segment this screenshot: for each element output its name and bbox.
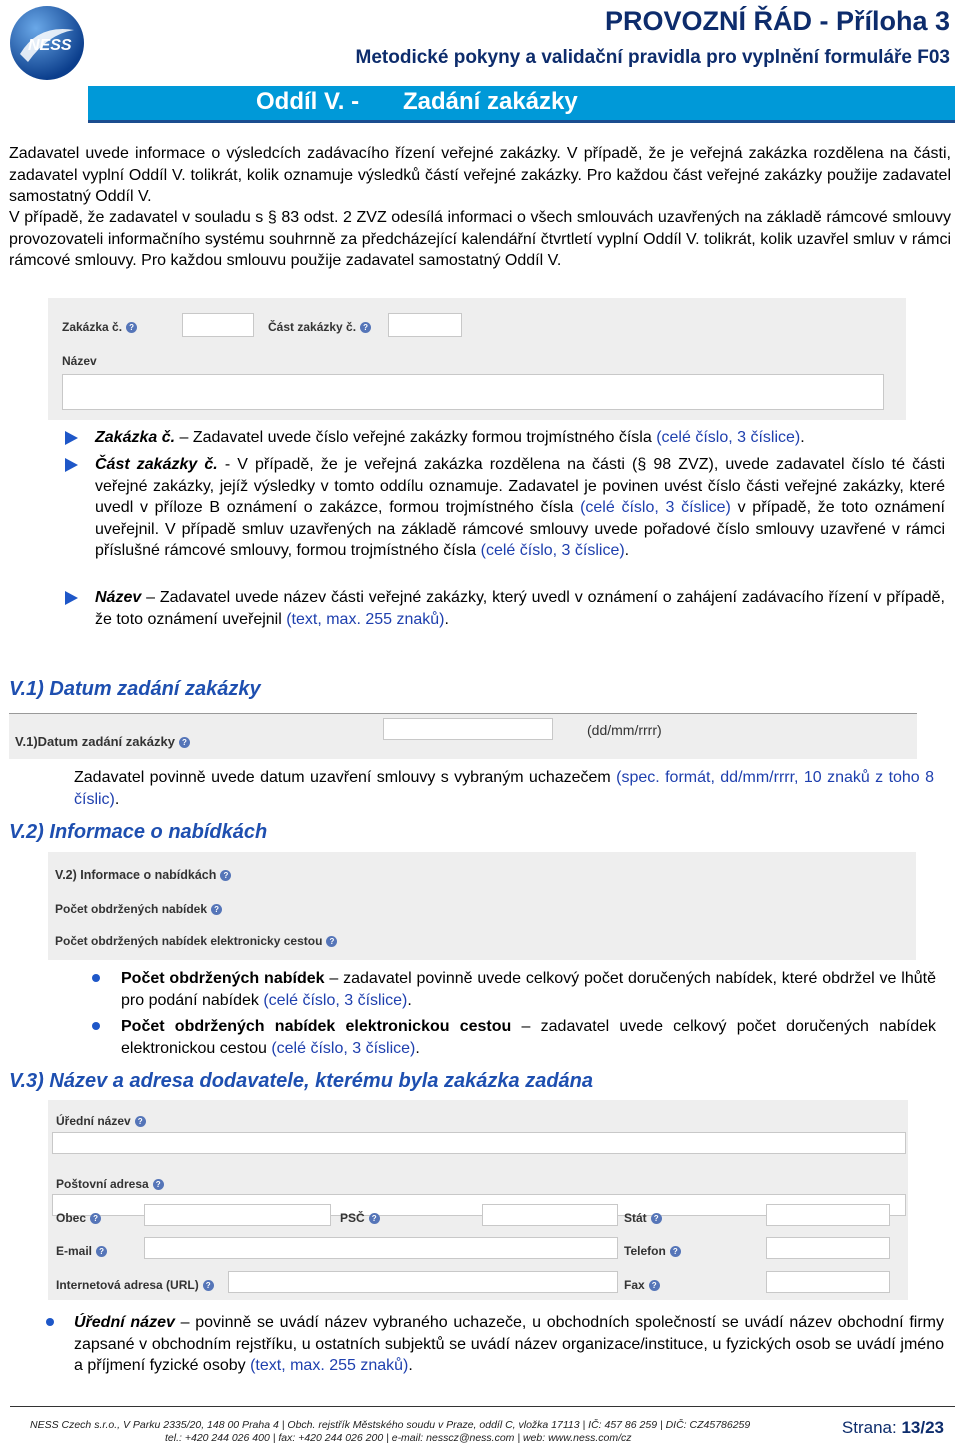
- v3-item: Úřední název – povinně se uvádí název vybraného uchazeče, u obchodních společností se uvádí název obchodní firmy zapsané v obchodním rejstříku, u ostatních subjektů se uvádí název organizace/instituce, u fyzických osob se uvádí jméno a příjmení fyzické osoby (text, max. 255 znaků).: [74, 1314, 944, 1374]
- help-icon[interactable]: ?: [651, 1213, 662, 1224]
- bullet-icon: [65, 458, 78, 472]
- intro-paragraph-2: V případě, že zadavatel v souladu s § 83 odst. 2 ZVZ odesílá informaci o všech smlouvách uzavřených na základě rámcové smlouvy provozovateli informačního systému souhrnně za předcházející kalendářní čtvrtletí vyplní Oddíl V. tolikrát, kolik uzavřel smluv v rámci rámcové smlouvy. Pro každou smlouvu použije zadavatel samostatný Oddíl V.: [9, 209, 951, 269]
- help-icon[interactable]: ?: [203, 1280, 214, 1291]
- date-format-hint: (dd/mm/rrrr): [587, 722, 662, 738]
- obec-input[interactable]: [144, 1204, 331, 1226]
- v2-label-1: Počet obdržených nabídek ?: [55, 902, 222, 916]
- item-cast: Část zakázky č. - V případě, že je veřejná zakázka rozdělena na části (§ 98 ZVZ), uvede zadavatel číslo té části veřejné zakázky, jejíž výsledky v tomto oddílu oznamuje. Zadavatel je povinen uvést číslo části veřejné zakázky, které uvedl v příloze B oznámení o zakázce, formou trojmístného čísla (celé číslo, 3 číslice) v případě, že toto oznámení uveřejnil. V případě smluv uzavřených na základě rámcové smlouvy uvede pořadové číslo smlouvy uzavřené v rámci příslušné rámcové smlouvy, formou trojmístného čísla (celé číslo, 3 číslice).: [95, 456, 945, 559]
- v2-form-title: V.2) Informace o nabídkách ?: [55, 868, 231, 882]
- v1-form-label: V.1)Datum zadání zakázky ?: [15, 734, 190, 749]
- document-title: PROVOZNÍ ŘÁD - Příloha 3: [604, 6, 950, 36]
- form-zakazka: [48, 298, 906, 420]
- document-subtitle: Metodické pokyny a validační pravidla pro vyplnění formuláře F03: [355, 47, 950, 68]
- v2-item-1: Počet obdržených nabídek – zadavatel povinně uvede celkový počet doručených nabídek, které obdržel ve lhůtě pro podání nabídek (celé číslo, 3 číslice).: [121, 970, 937, 1009]
- section-number: Oddíl V. -: [256, 88, 360, 115]
- help-icon[interactable]: ?: [649, 1280, 660, 1291]
- stat-input[interactable]: [766, 1204, 890, 1226]
- help-icon[interactable]: ?: [179, 737, 190, 748]
- zakazka-input[interactable]: [182, 313, 254, 337]
- help-icon[interactable]: ?: [670, 1246, 681, 1257]
- bullet-dot: [46, 1318, 54, 1326]
- item-nazev: Název – Zadavatel uvede název části veřejné zakázky, který uvedl v oznámení o zahájení zadávacího řízení v případě, že toto oznámení uveřejnil (text, max. 255 znaků).: [95, 589, 945, 628]
- nazev-input[interactable]: [62, 374, 884, 410]
- v2-label-2: Počet obdržených nabídek elektronicky cestou ?: [55, 934, 337, 948]
- item-zakazka: Zakázka č. – Zadavatel uvede číslo veřejné zakázky formou trojmístného čísla (celé číslo, 3 číslice).: [95, 429, 805, 446]
- zakazka-label: Zakázka č. ?: [62, 320, 137, 334]
- help-icon[interactable]: ?: [220, 870, 231, 881]
- form-v2: [48, 852, 916, 960]
- date-input[interactable]: [383, 718, 553, 740]
- heading-v1: V.1) Datum zadání zakázky: [9, 678, 261, 700]
- email-input[interactable]: [144, 1237, 618, 1259]
- bullet-icon: [65, 431, 78, 445]
- v2-item-2: Počet obdržených nabídek elektronickou cestou – zadavatel uvede celkový počet doručených nabídek elektronickou cestou (celé číslo, 3 číslice).: [121, 1018, 937, 1057]
- psc-label: PSČ ?: [340, 1211, 380, 1225]
- v1-text: Zadavatel povinně uvede datum uzavření smlouvy s vybraným uchazečem (spec. formát, dd/mm/rrrr, 10 znaků z toho 8 číslic).: [74, 769, 934, 808]
- internet-label: Internetová adresa (URL) ?: [56, 1278, 214, 1292]
- help-icon[interactable]: ?: [90, 1213, 101, 1224]
- psc-input[interactable]: [482, 1204, 618, 1226]
- uredni-nazev-input[interactable]: [52, 1132, 906, 1154]
- help-icon[interactable]: ?: [126, 322, 137, 333]
- footer-company: NESS Czech s.r.o., V Parku 2335/20, 148 00 Praha 4 | Obch. rejstřík Městského soudu v Praze, oddíl C, vložka 17113 | IČ: 457 86 259 | DIČ: CZ45786259: [30, 1419, 751, 1431]
- intro-paragraph-1: Zadavatel uvede informace o výsledcích zadávacího řízení veřejné zakázky. V případě, že je veřejná zakázka rozdělena na části, zadavatel vyplní Oddíl V. tolikrát, kolik oznamuje výsledků částí veřejné zakázky. Pro každou část veřejné zakázky použije zadavatel samostatný Oddíl V.: [9, 145, 951, 205]
- heading-v3: V.3) Název a adresa dodavatele, kterému byla zakázka zadána: [9, 1070, 594, 1092]
- footer-contact: tel.: +420 244 026 400 | fax: +420 244 026 200 | e-mail: nesscz@ness.com | web: www.ness.com/cz: [165, 1432, 632, 1444]
- help-icon[interactable]: ?: [360, 322, 371, 333]
- help-icon[interactable]: ?: [135, 1116, 146, 1127]
- cast-input[interactable]: [388, 313, 462, 337]
- fax-label: Fax ?: [624, 1278, 660, 1292]
- nazev-label: Název: [62, 354, 97, 368]
- help-icon[interactable]: ?: [211, 904, 222, 915]
- section-bar: [88, 86, 955, 123]
- internet-input[interactable]: [228, 1271, 618, 1293]
- postovni-adresa-label: Poštovní adresa ?: [56, 1177, 164, 1191]
- cast-label: Část zakázky č. ?: [268, 320, 371, 334]
- email-label: E-mail ?: [56, 1244, 107, 1258]
- help-icon[interactable]: ?: [369, 1213, 380, 1224]
- footer-divider: [10, 1406, 955, 1407]
- bullet-icon: [65, 591, 78, 605]
- ness-logo: [8, 4, 86, 82]
- form-v1: [9, 713, 917, 759]
- heading-v2: V.2) Informace o nabídkách: [9, 821, 268, 843]
- bullet-dot: [92, 974, 100, 982]
- uredni-nazev-label: Úřední název ?: [56, 1114, 146, 1128]
- logo-text: NESS: [28, 37, 72, 54]
- fax-input[interactable]: [766, 1271, 890, 1293]
- help-icon[interactable]: ?: [153, 1179, 164, 1190]
- help-icon[interactable]: ?: [326, 936, 337, 947]
- obec-label: Obec ?: [56, 1211, 101, 1225]
- telefon-label: Telefon ?: [624, 1244, 681, 1258]
- page-number: Strana: 13/23: [841, 1418, 944, 1437]
- telefon-input[interactable]: [766, 1237, 890, 1259]
- bullet-dot: [92, 1022, 100, 1030]
- form-v3: [48, 1100, 908, 1300]
- help-icon[interactable]: ?: [96, 1246, 107, 1257]
- section-name: Zadání zakázky: [403, 88, 578, 115]
- stat-label: Stát ?: [624, 1211, 662, 1225]
